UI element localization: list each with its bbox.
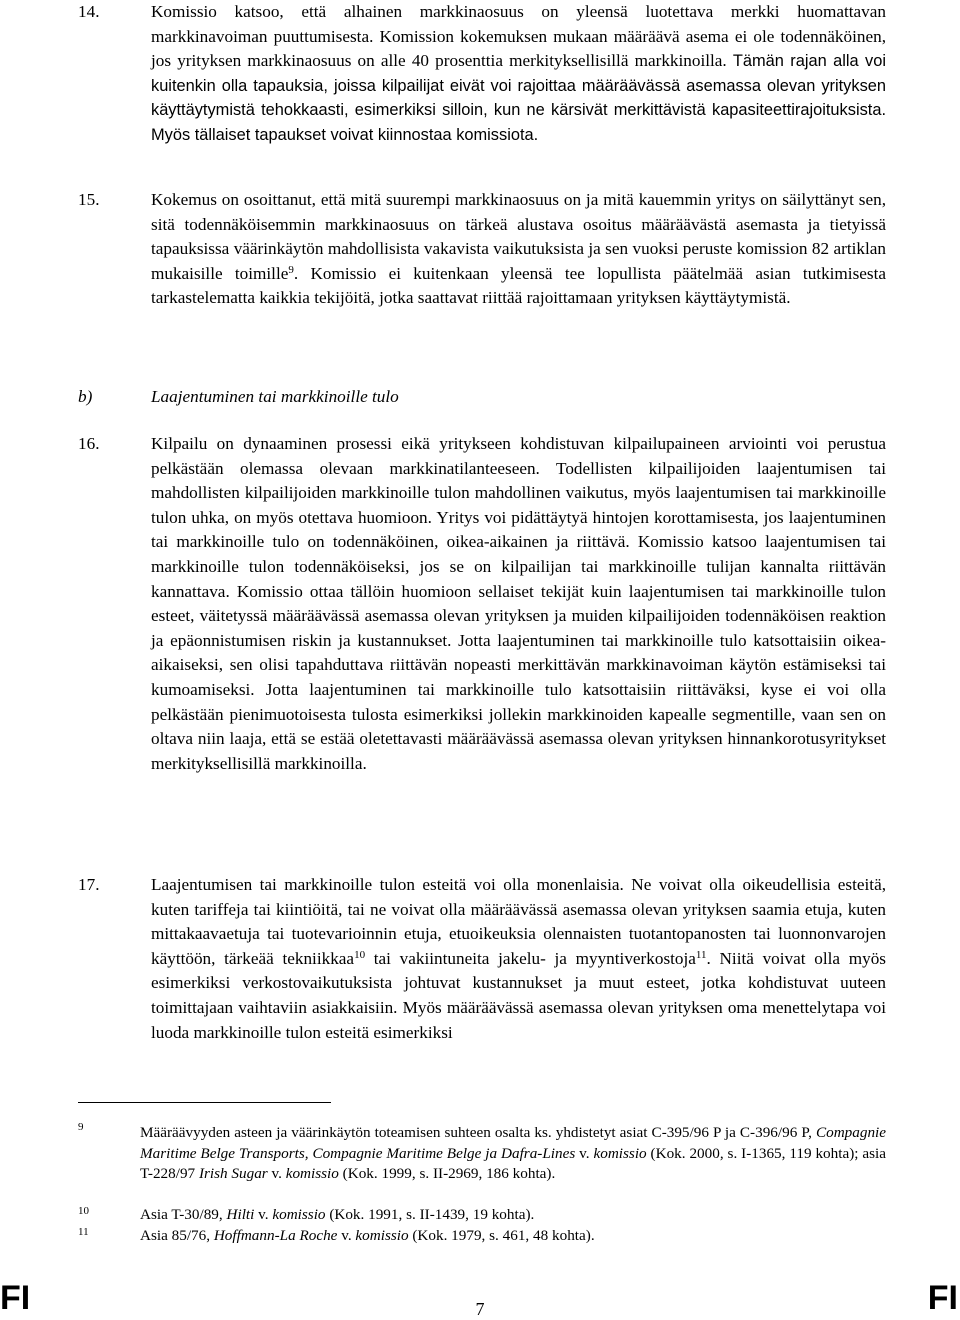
case-name: Irish Sugar [198, 1165, 268, 1182]
footnote-text [140, 1226, 886, 1247]
paragraph-text [151, 188, 886, 311]
page-number: 7 [475, 1299, 485, 1319]
footnote-text-part: (Kok. 1991, s. II-1439, 19 kohta). [325, 1206, 535, 1223]
paragraph-17 [78, 873, 886, 1045]
case-name: Hoffmann-La Roche [213, 1227, 338, 1244]
footnote-11 [78, 1226, 886, 1247]
paragraph-number: 15. [78, 190, 100, 209]
paragraph-text-part: tai vakiintuneita jakelu- ja myyntiverkostoja [365, 948, 696, 968]
paragraph-text [151, 873, 886, 1045]
footnote-text [140, 1123, 886, 1185]
case-name: komissio [285, 1165, 339, 1182]
case-name: Compagnie Maritime Belge Transports, Compagnie Maritime Belge ja Dafra-Lines [140, 1124, 886, 1162]
paragraph-15 [78, 188, 886, 311]
footer-language-left: FI [0, 1279, 31, 1317]
paragraph-text-part: . Niitä voivat olla myös esimerkiksi verkostovaikutuksista johtuvat kustannukset ja muut esteet, jotka kohdistuvat uuteen toimittajaan vaihtaviin asiakkaisiin. Myös määräävässä asemassa olevan yrityksen oma menettelytapa voi luoda markkinoille tulon esteitä esimerkiksi [151, 948, 886, 1042]
case-name: komissio [355, 1227, 409, 1244]
footnote-text-part: Määräävyyden asteen ja väärinkäytön toteamisen suhteen osalta ks. yhdistetyt asiat C-395/96 P ja C-396/96 P, [140, 1124, 816, 1141]
paragraph-14 [78, 0, 886, 148]
footnote-10 [78, 1205, 886, 1226]
case-name: komissio [272, 1206, 326, 1223]
subheading-letter: b) [78, 387, 93, 406]
case-name: Hilti [226, 1206, 255, 1223]
case-name: komissio [593, 1144, 647, 1162]
footnote-number: 9 [78, 1121, 84, 1133]
subheading-title: Laajentuminen tai markkinoille tulo [151, 387, 399, 406]
paragraph-text: Kilpailu on dynaaminen prosessi eikä yritykseen kohdistuvan kilpailupaineen arviointi voi perustua pelkästään olemassa olevaan markkinatilanteeseen. Todellisten kilpailijoiden laajentumisen tai mahdollisten kilpailijoiden markkinoille tulon mahdollinen vaikutus, myös laajentumisen tai markkinoille tulon uhka, on myös otettava huomioon. Yritys voi pidättäytyä hintojen korottamisesta, jos laajentuminen tai markkinoille tulo on todennäköinen, oikea-aikainen ja riittävä. Komissio katsoo laajentumisen tai markkinoille tulon todennäköiseksi, jos se on kilpailijan tai markkinoille tulijan kannalta riittävän kannattava. Komissio ottaa tällöin huomioon sellaiset tekijät kuin laajentumisen tai markkinoille tulon esteet, väitetyssä määräävässä asemassa olevan yrityksen ja muiden kilpailijoiden todennäköisen reaktion ja epäonnistumisen riskin ja kustannukset. Jotta laajentuminen tai markkinoille tulo katsottaisiin oikea-aikaiseksi, sen olisi tapahduttava riittävän nopeasti merkittävän markkinavoiman käytön estämiseksi tai kumoamiseksi. Jotta laajentuminen tai markkinoille tulo katsottaisiin riittäväksi, kyse ei voi olla pelkästään pienimuotoisesta tulosta esimerkiksi jollekin markkinoiden kapealle segmentille, vaan sen on oltava niin laaja, että se estää oletettavasti määräävässä asemassa olevan yrityksen hinnankorotusyritykset merkityksellisillä markkinoilla. [151, 434, 886, 773]
paragraph-text [151, 0, 886, 148]
footnote-number: 10 [78, 1205, 89, 1217]
footnote-text-part: (Kok. 1979, s. 461, 48 kohta). [408, 1227, 595, 1244]
footnote-text-part: v. [254, 1206, 273, 1223]
footnote-text-part: Asia 85/76, [140, 1227, 214, 1244]
footnote-reference: 10 [354, 948, 366, 961]
footnote-text [140, 1205, 886, 1226]
footnote-separator [78, 1102, 331, 1103]
footnote-number: 11 [78, 1226, 89, 1238]
footnote-text-part: (Kok. 2000, s. I-1365, 119 kohta); asia T-228/97 [140, 1144, 886, 1182]
footnote-text-part: Asia T-30/89, [140, 1206, 227, 1223]
paragraph-number: 16. [78, 434, 100, 453]
paragraph-text-part: Tämän rajan alla voi kuitenkin olla tapauksia, joissa kilpailijat eivät voi rajoittaa määräävässä asemassa olevan yrityksen käyttäytymistä tehokkaasti, esimerkiksi silloin, kun ne kärsivät merkittävistä kapasiteettirajoituksista. Myös tällaiset tapaukset voivat kiinnostaa komissiota. [151, 52, 886, 144]
footnote-text-part: v. [575, 1144, 594, 1162]
paragraph-text-part: . Komissio ei kuitenkaan yleensä tee lopullista päätelmää asian tutkimisesta tarkastelematta kaikkia tekijöitä, jotka saattavat riittää rajoittamaan yrityksen käyttäytymistä. [151, 263, 886, 308]
paragraph-text-part: Komissio katsoo, että alhainen markkinaosuus on yleensä luotettava merkki huomattavan markkinavoiman puuttumisesta. Komission kokemuksen mukaan määräävä asema ei ole todennäköinen, jos yrityksen markkinaosuus on alle 40 prosenttia merkityksellisillä markkinoilla. [151, 2, 886, 71]
footnote-9 [78, 1123, 886, 1185]
footnote-reference: 9 [288, 263, 294, 276]
paragraph-text-part: Kokemus on osoittanut, että mitä suurempi markkinaosuus on ja mitä kauemmin yritys on säilyttänyt sen, sitä todennäköisemmin markkinaosuus on tärkeä alustava osoitus määräävästä asemasta ja tietyissä tapauksissa väärinkäytön mahdollisista vakavista vaikutuksista ja sen vuoksi peruste komission 82 artiklan mukaisille toimille [151, 190, 886, 283]
footnote-text-part: v. [267, 1165, 286, 1182]
paragraph-16 [78, 432, 886, 776]
footnote-reference: 11 [695, 948, 707, 961]
paragraph-number: 14. [78, 2, 100, 21]
footer-language-right: FI [927, 1279, 958, 1317]
paragraph-number: 17. [78, 875, 100, 894]
footnote-text-part: (Kok. 1999, s. II-2969, 186 kohta). [338, 1165, 556, 1182]
paragraph-text-part: Laajentumisen tai markkinoille tulon esteitä voi olla monenlaisia. Ne voivat olla oikeudellisia esteitä, kuten tariffeja tai kiintiöitä, tai ne voivat olla määräävässä asemassa olevan yrityksen saamia etuja, kuten mittakaavaetuja tai tuotevarioinnin etuja, etuoikeuksia olennaisten tuotantopanosten tai luonnonvarojen käyttöön, tärkeää tekniikkaa [151, 875, 886, 968]
footnote-text-part: v. [337, 1227, 356, 1244]
